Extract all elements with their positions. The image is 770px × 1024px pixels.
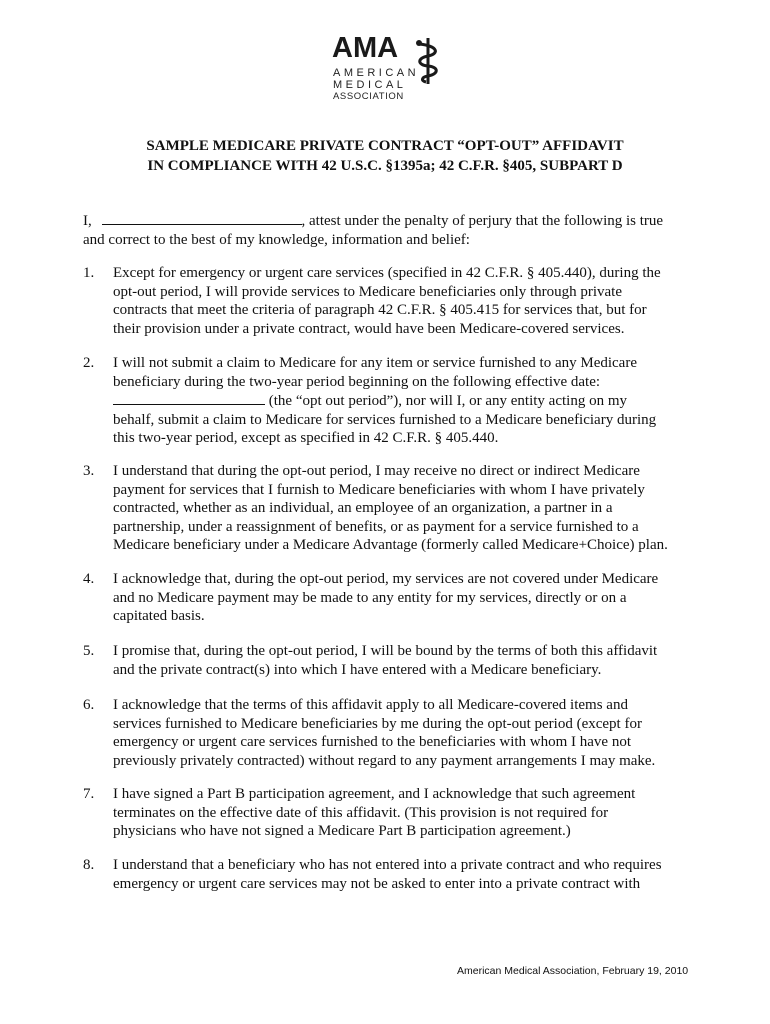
item-line: contracts that meet the criteria of paragraph 42 C.F.R. § 405.415 for services that, but for [113, 302, 647, 319]
item-line: previously privately contracted) without regard to any payment arrangements I may make. [113, 752, 656, 769]
logo-line-association: ASSOCIATION [333, 91, 404, 102]
item-number: 8. [83, 857, 95, 873]
item-line: this two-year period, except as specified in 42 C.F.R. § 405.440. [113, 430, 499, 447]
item-line: emergency or urgent care services may not be asked to enter into a private contract with [113, 875, 641, 892]
document-title-line-2: IN COMPLIANCE WITH 42 U.S.C. §1395a; 42 C.F.R. §405, SUBPART D [147, 158, 623, 174]
item-line: I acknowledge that the terms of this affidavit apply to all Medicare-covered items and [113, 697, 628, 713]
item-line: beneficiary during the two-year period beginning on the following effective date: [113, 373, 601, 390]
item-line: I understand that a beneficiary who has not entered into a private contract and who requires [113, 857, 662, 873]
document-title-line-1: SAMPLE MEDICARE PRIVATE CONTRACT “OPT-OUT” AFFIDAVIT [146, 138, 624, 154]
item-line: and no Medicare payment may be made to any entity for my services, directly or on a [113, 589, 627, 606]
item-line: behalf, submit a claim to Medicare for services furnished to a Medicare beneficiary during [113, 411, 657, 428]
item-line: (the “opt out period”), nor will I, or any entity acting on my [265, 393, 627, 410]
item-number: 2. [83, 355, 95, 371]
item-line: I have signed a Part B participation agreement, and I acknowledge that such agreement [113, 786, 636, 802]
ama-logo [330, 32, 450, 106]
item-number: 6. [83, 697, 95, 713]
intro-line-2: and correct to the best of my knowledge, information and belief: [83, 232, 470, 248]
item-line: I promise that, during the opt-out period, I will be bound by the terms of both this affidavit [113, 643, 658, 659]
item-line: services furnished to Medicare beneficiaries by me during the opt-out period (except for [113, 715, 642, 732]
item-line: payment for services that I furnish to Medicare beneficiaries with whom I have privately [113, 481, 645, 498]
item-line: terminates on the effective date of this affidavit. (This provision is not required for [113, 804, 609, 821]
item-line: physicians who have not signed a Medicare Part B participation agreement.) [113, 823, 571, 840]
item-line: I acknowledge that, during the opt-out period, my services are not covered under Medicare [113, 571, 659, 587]
item-number: 7. [83, 786, 95, 802]
item-number: 4. [83, 571, 95, 587]
item-line: their provision under a private contract, would have been Medicare-covered services. [113, 320, 625, 337]
item-line: emergency or urgent care services furnished to the beneficiaries with whom I have not [113, 734, 632, 751]
item-line: and the private contract(s) into which I have entered with a Medicare beneficiary. [113, 661, 602, 678]
item-number: 5. [83, 643, 95, 659]
item-line: Medicare beneficiary under a Medicare Advantage (formerly called Medicare+Choice) plan. [113, 537, 668, 554]
item-number: 3. [83, 463, 95, 479]
name-blank-field[interactable] [102, 211, 302, 225]
item-line: opt-out period, I will provide services to Medicare beneficiaries only through private [113, 283, 623, 300]
effective-date-blank-field[interactable] [113, 391, 265, 405]
intro-paragraph [83, 211, 683, 250]
intro-prefix: I, [83, 213, 92, 229]
logo-line-american: AMERICAN [333, 67, 420, 79]
item-line-with-date-blank [113, 391, 693, 411]
item-line: I will not submit a claim to Medicare for any item or service furnished to any Medicare [113, 355, 637, 371]
intro-line-1: , attest under the penalty of perjury that the following is true [301, 213, 664, 229]
item-line: contracted, whether as an individual, an employee of an organization, a partner in a [113, 500, 613, 517]
page-footer: American Medical Association, February 19, 2010 [457, 965, 689, 977]
item-line: partnership, under a reassignment of benefits, or as payment for a service furnished to a [113, 518, 639, 535]
item-line: capitated basis. [113, 608, 205, 625]
item-number: 1. [83, 265, 95, 281]
logo-abbr: AMA [332, 32, 399, 64]
item-line: Except for emergency or urgent care services (specified in 42 C.F.R. § 405.440), during the [113, 265, 661, 281]
logo-line-medical: MEDICAL [333, 79, 407, 91]
item-line: I understand that during the opt-out period, I may receive no direct or indirect Medicare [113, 463, 640, 479]
